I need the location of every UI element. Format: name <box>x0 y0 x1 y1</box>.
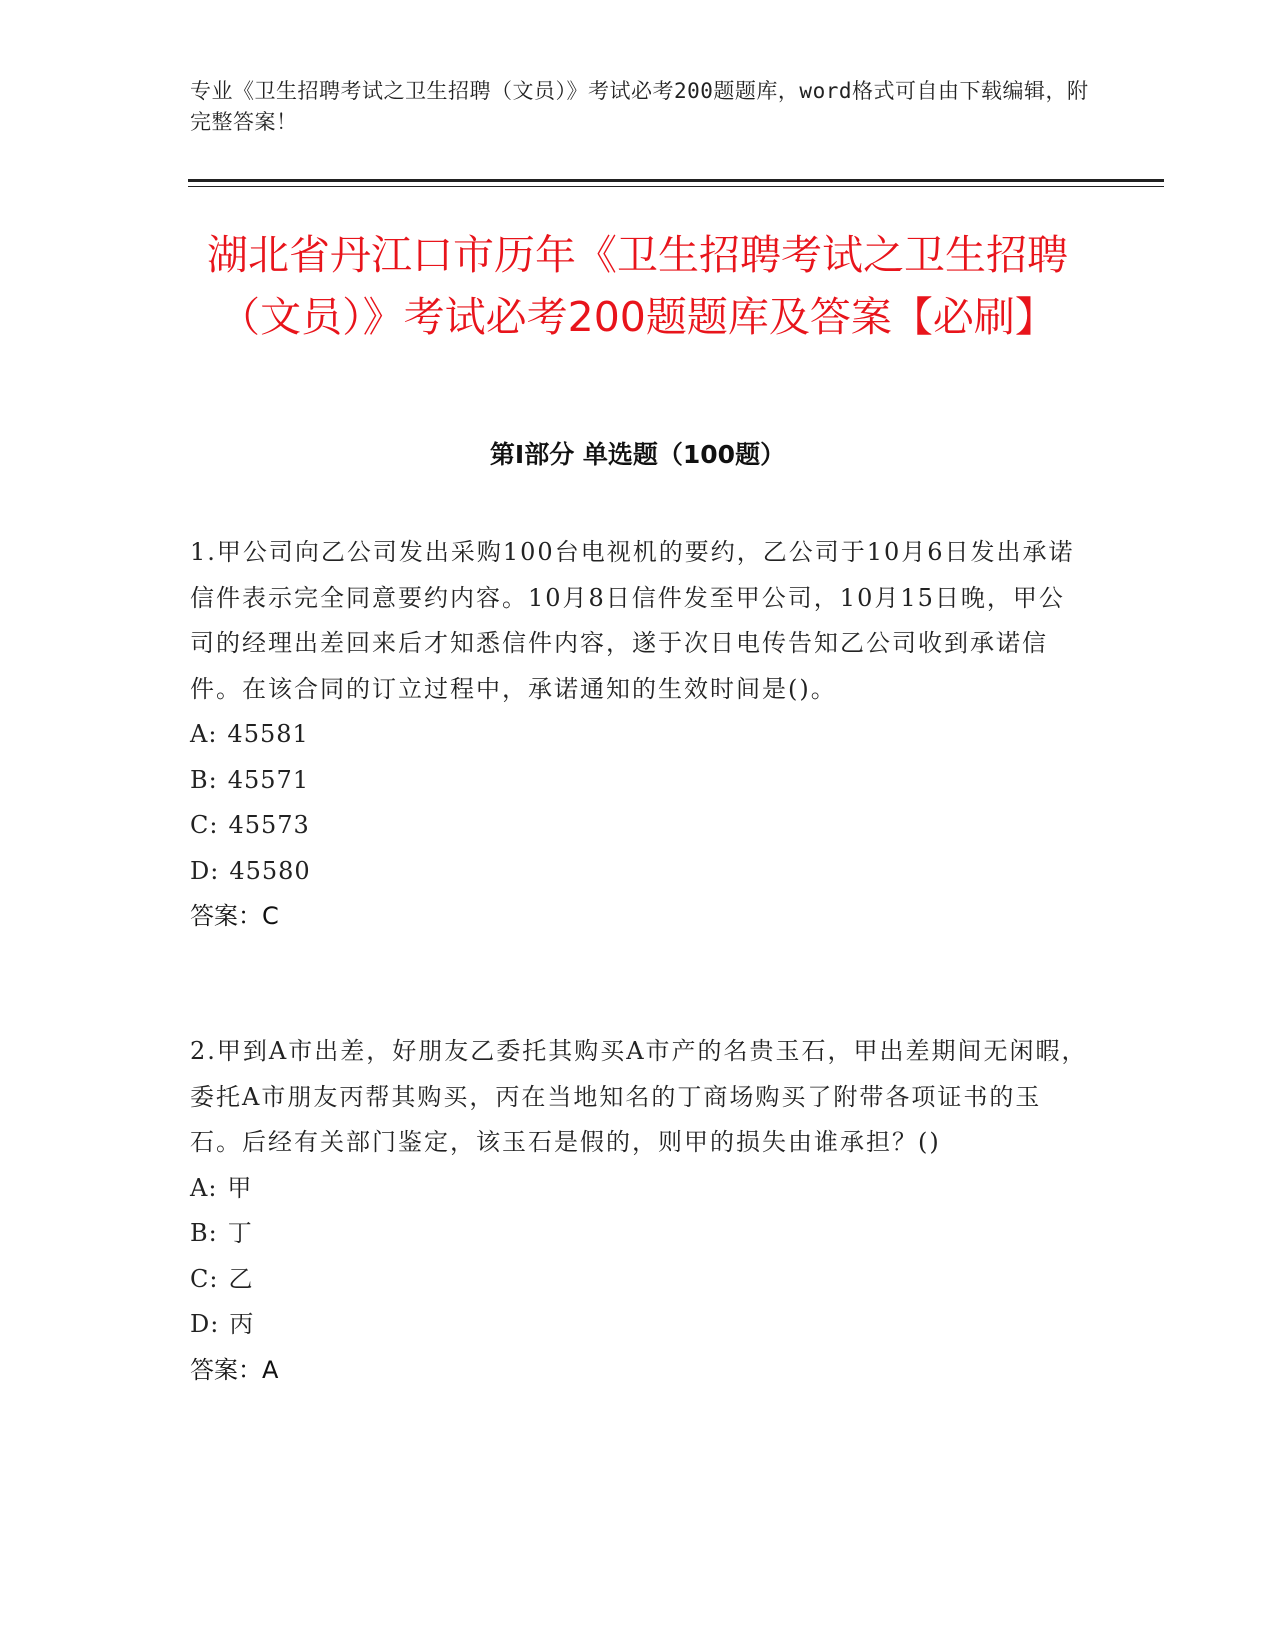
option-value: 丙 <box>229 1310 255 1338</box>
option-b <box>190 1211 1090 1257</box>
option-a <box>190 712 1090 758</box>
option-c <box>190 1257 1090 1303</box>
option-a <box>190 1166 1090 1212</box>
option-letter: C: <box>190 811 219 839</box>
option-value: 甲 <box>227 1173 253 1202</box>
option-letter: D: <box>190 856 220 885</box>
option-value: 丁 <box>227 1219 253 1247</box>
option-letter: C: <box>190 1264 219 1293</box>
option-c <box>190 803 1090 849</box>
question-text: 1.甲公司向乙公司发出采购100台电视机的要约，乙公司于10月6日发出承诺信件表示完全同意要约内容。10月8日信件发至甲公司，10月15日晚，甲公司的经理出差回来后才知悉信件内容，遂于次日电传告知乙公司收到承诺信件。在该合同的订立过程中，承诺通知的生效时间是()。 <box>190 538 1075 703</box>
section-title: 第I部分 单选题（100题） <box>489 440 786 469</box>
option-value: 乙 <box>228 1264 254 1293</box>
option-value: 45581 <box>227 720 309 748</box>
answer-line: 答案：C <box>190 902 279 930</box>
option-letter: A: <box>190 720 218 748</box>
option-letter: A: <box>190 1173 218 1202</box>
option-value: 45573 <box>228 811 310 839</box>
header-divider <box>188 179 1164 182</box>
question-2 <box>190 1029 1090 1393</box>
option-letter: B: <box>190 765 218 794</box>
option-b <box>190 758 1090 804</box>
option-letter: B: <box>190 1219 218 1247</box>
answer-line: 答案：A <box>190 1355 279 1384</box>
question-1 <box>190 530 1090 940</box>
option-letter: D: <box>190 1310 220 1338</box>
question-text: 2.甲到A市出差，好朋友乙委托其购买A市产的名贵玉石，甲出差期间无闲暇，委托A市朋友丙帮其购买，丙在当地知名的丁商场购买了附带各项证书的玉石。后经有关部门鉴定，该玉石是假的，则甲的损失由谁承担？() <box>190 1037 1088 1156</box>
document-title: 湖北省丹江口市历年《卫生招聘考试之卫生招聘（文员）》考试必考200题题库及答案【必刷】 <box>207 231 1068 341</box>
option-value: 45571 <box>227 765 310 794</box>
header-note: 专业《卫生招聘考试之卫生招聘（文员）》考试必考200题题库，word格式可自由下载编辑，附完整答案！ <box>190 79 1089 134</box>
option-d <box>190 1302 1090 1348</box>
option-value: 45580 <box>229 856 311 885</box>
option-d <box>190 849 1090 895</box>
header-divider-thin <box>188 186 1164 187</box>
